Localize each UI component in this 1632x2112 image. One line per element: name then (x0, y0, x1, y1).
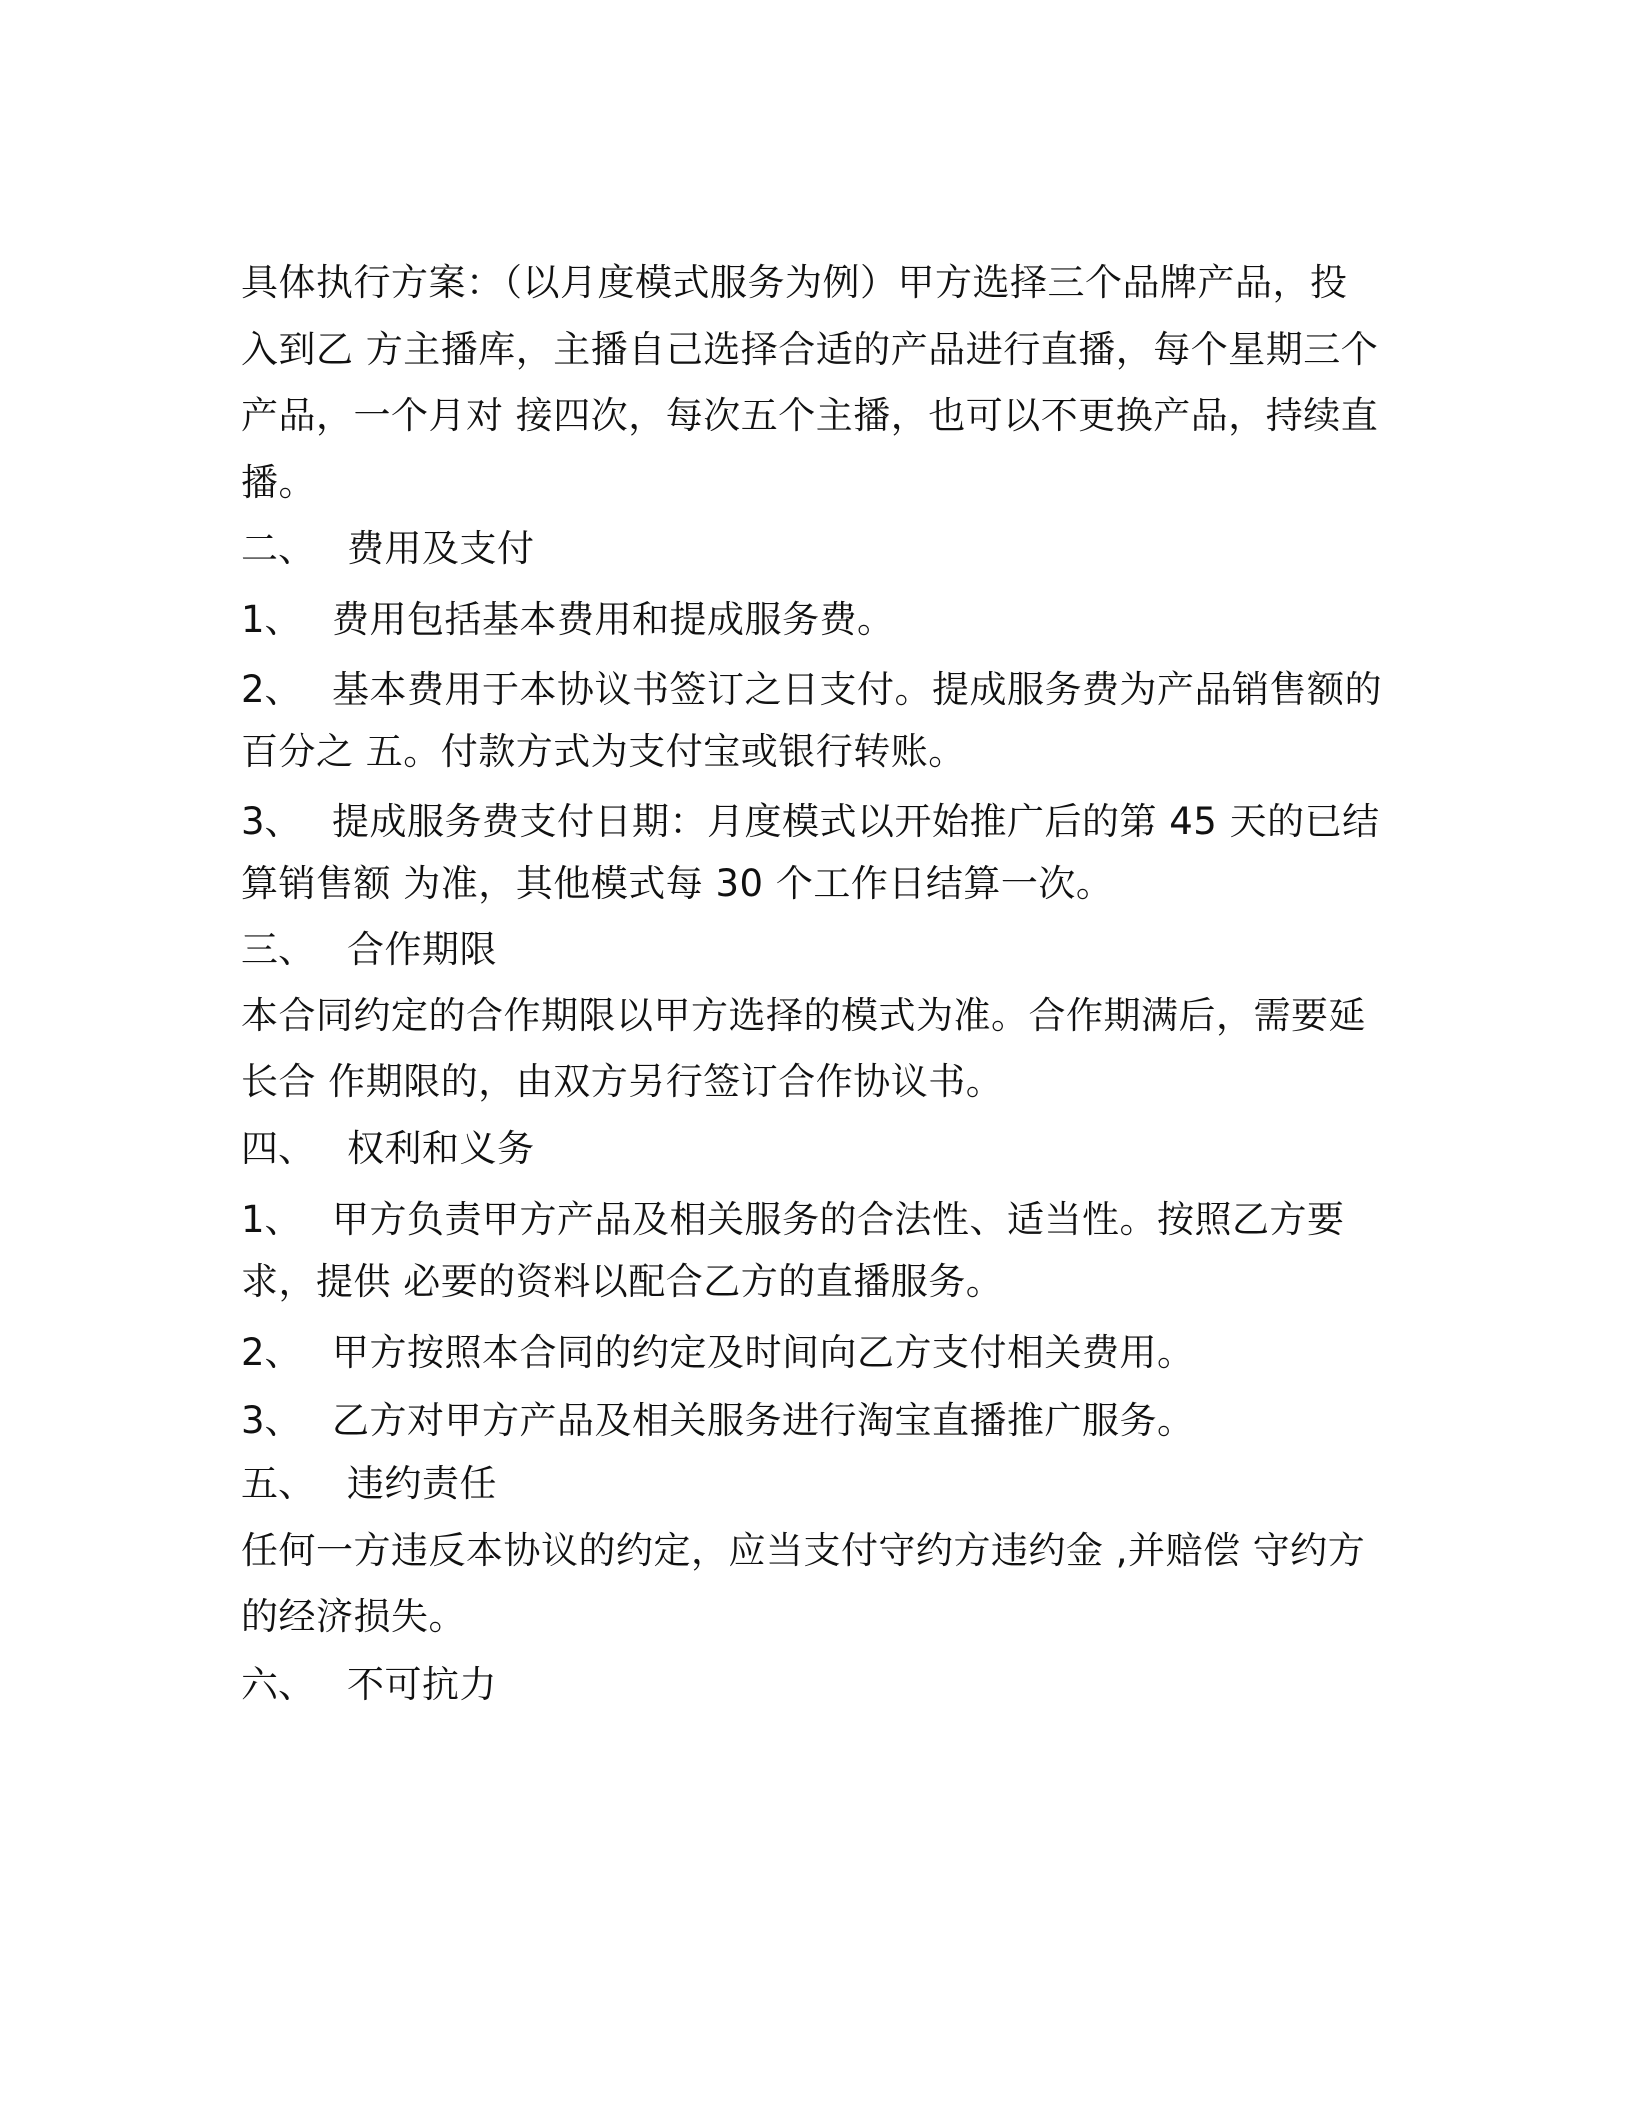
section-2-item-2-text: 基本费用于本协议书签订之日支付。提成服务费为产品销售额的 (332, 668, 1382, 711)
section-2-item-3-text: 提成服务费支付日期：月度模式以开始推广后的第 45 天的已结 (332, 800, 1380, 843)
section-2-item-2-text-cont: 百分之 五。付款方式为支付宝或银行转账。 (241, 730, 966, 773)
section-3-line-2: 长合 作期限的，由双方另行签订合作协议书。 (241, 1060, 1004, 1103)
section-4-item-3-number: 3、 (241, 1399, 302, 1442)
section-2-item-1-text: 费用包括基本费用和提成服务费。 (332, 598, 895, 641)
section-3-line-1: 本合同约定的合作期限以甲方选择的模式为准。合作期满后，需要延 (241, 994, 1366, 1037)
section-2-title: 费用及支付 (347, 527, 535, 570)
section-5-line-2: 的经济损失。 (241, 1595, 466, 1638)
plan-line-1: 具体执行方案：（以月度模式服务为例）甲方选择三个品牌产品，投 (241, 261, 1348, 304)
section-4-item-3-text: 乙方对甲方产品及相关服务进行淘宝直播推广服务。 (332, 1399, 1195, 1442)
section-5-title: 违约责任 (347, 1462, 497, 1505)
section-2-item-1-number: 1、 (241, 598, 302, 641)
section-4-item-2-text: 甲方按照本合同的约定及时间向乙方支付相关费用。 (332, 1331, 1195, 1374)
section-6-number: 六、 (241, 1663, 315, 1706)
section-2-item-3-text-cont: 算销售额 为准，其他模式每 30 个工作日结算一次。 (241, 862, 1114, 905)
section-5-line-1: 任何一方违反本协议的约定，应当支付守约方违约金 ,并赔偿 守约方 (241, 1529, 1366, 1572)
section-6-title: 不可抗力 (347, 1663, 497, 1706)
section-2-item-2-number: 2、 (241, 668, 302, 711)
section-3-number: 三、 (241, 928, 315, 971)
plan-line-2: 入到乙 方主播库，主播自己选择合适的产品进行直播，每个星期三个 (241, 328, 1379, 371)
section-3-title: 合作期限 (347, 928, 497, 971)
section-4-item-1-text: 甲方负责甲方产品及相关服务的合法性、适当性。按照乙方要 (332, 1198, 1345, 1241)
plan-line-4: 播。 (241, 461, 316, 504)
plan-line-3: 产品，一个月对 接四次，每次五个主播，也可以不更换产品，持续直 (241, 394, 1379, 437)
section-2-item-3-number: 3、 (241, 800, 302, 843)
section-4-number: 四、 (241, 1127, 315, 1170)
section-2-number: 二、 (241, 527, 315, 570)
section-4-item-1-number: 1、 (241, 1198, 302, 1241)
section-4-item-1-text-cont: 求，提供 必要的资料以配合乙方的直播服务。 (241, 1260, 1004, 1303)
section-4-item-2-number: 2、 (241, 1331, 302, 1374)
section-4-title: 权利和义务 (347, 1127, 535, 1170)
section-5-number: 五、 (241, 1462, 315, 1505)
